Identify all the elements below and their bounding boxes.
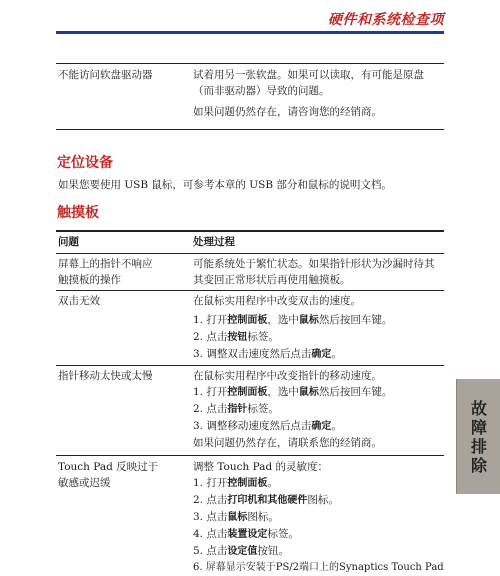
row-rule [56,455,444,456]
text-line: 如果问题仍然存在，请联系您的经销商。 [193,437,382,449]
row-rule [56,290,444,291]
side-tab-char: 排 [470,437,487,456]
step-item: 3. 调整移动速度然后点击确定。 [193,420,342,432]
text-line: 试着用另一张软盘。如果可以读取，有可能是原盘 [193,69,424,81]
pointing-intro: 如果您要使用 USB 鼠标，可参考本章的 USB 部分和鼠标的说明文档。 [58,179,392,191]
header-rule [56,31,444,34]
header-title: 硬件和系统检查项 [328,12,444,28]
problem-cell [58,256,183,288]
row-rule [56,365,444,366]
step-item: 1. 打开控制面板。 [193,477,278,489]
text-line: 敏感或迟缓 [58,477,111,489]
table-bottom-rule [56,129,444,130]
text-line: Touch Pad 反映过于 [58,461,159,473]
step-item: 2. 点击按钮标签。 [193,331,279,343]
table-top-rule [56,63,444,64]
text-line: 屏幕上的指针不响应 [58,258,153,270]
step-item: 4. 点击装置设定标签。 [193,528,299,540]
column-header-problem: 问题 [58,236,79,248]
text-line: 调整 Touch Pad 的灵敏度： [193,461,329,473]
step-item: 2. 点击打印机和其他硬件图标。 [193,494,339,506]
step-item: 1. 打开控制面板，选中鼠标然后按回车键。 [193,386,393,398]
solution-cell [193,293,445,363]
text-line: 其变回正常形状后再使用触摸板。 [193,274,351,286]
text-line: 在鼠标实用程序中改变指针的移动速度。 [193,370,382,382]
floppy-problem: 不能访问软盘驱动器 [58,69,153,81]
side-tab-char: 除 [470,456,487,475]
problem-cell [58,459,183,491]
section-heading-pointing: 定位设备 [57,155,113,171]
step-item: 5. 点击设定值按钮。 [193,545,289,557]
floppy-solution [193,67,445,120]
step-item: 3. 调整双击速度然后点击确定。 [193,348,342,360]
text-line: （而非驱动器）导致的问题。 [193,85,330,97]
step-item: 6. 屏幕显示安装于PS/2端口上的Synaptics Touch Pad [193,562,444,573]
table-top-rule [56,230,444,232]
solution-cell [193,459,445,576]
text-line: 可能系统处于繁忙状态。如果指针形状为沙漏时待其 [193,258,435,270]
text-line: 在鼠标实用程序中改变双击的速度。 [193,295,361,307]
step-item: 3. 点击鼠标图标。 [193,511,279,523]
problem-cell: 双击无效 [58,295,100,307]
side-tab-char: 障 [470,418,487,437]
step-item: 1. 打开控制面板，选中鼠标然后按回车键。 [193,314,393,326]
chapter-side-tab [456,379,500,494]
problem-cell: 指针移动太快或太慢 [58,370,153,382]
step-item: 2. 点击指针标签。 [193,403,279,415]
section-heading-touchpad: 触摸板 [57,205,99,221]
solution-cell [193,368,445,451]
header-rule [56,253,444,254]
text-line: 如果问题仍然存在，请咨询您的经销商。 [193,106,382,118]
solution-cell [193,256,445,288]
text-line: 触摸板的操作 [58,274,121,286]
side-tab-char: 故 [470,399,487,418]
column-header-solution: 处理过程 [193,236,235,248]
